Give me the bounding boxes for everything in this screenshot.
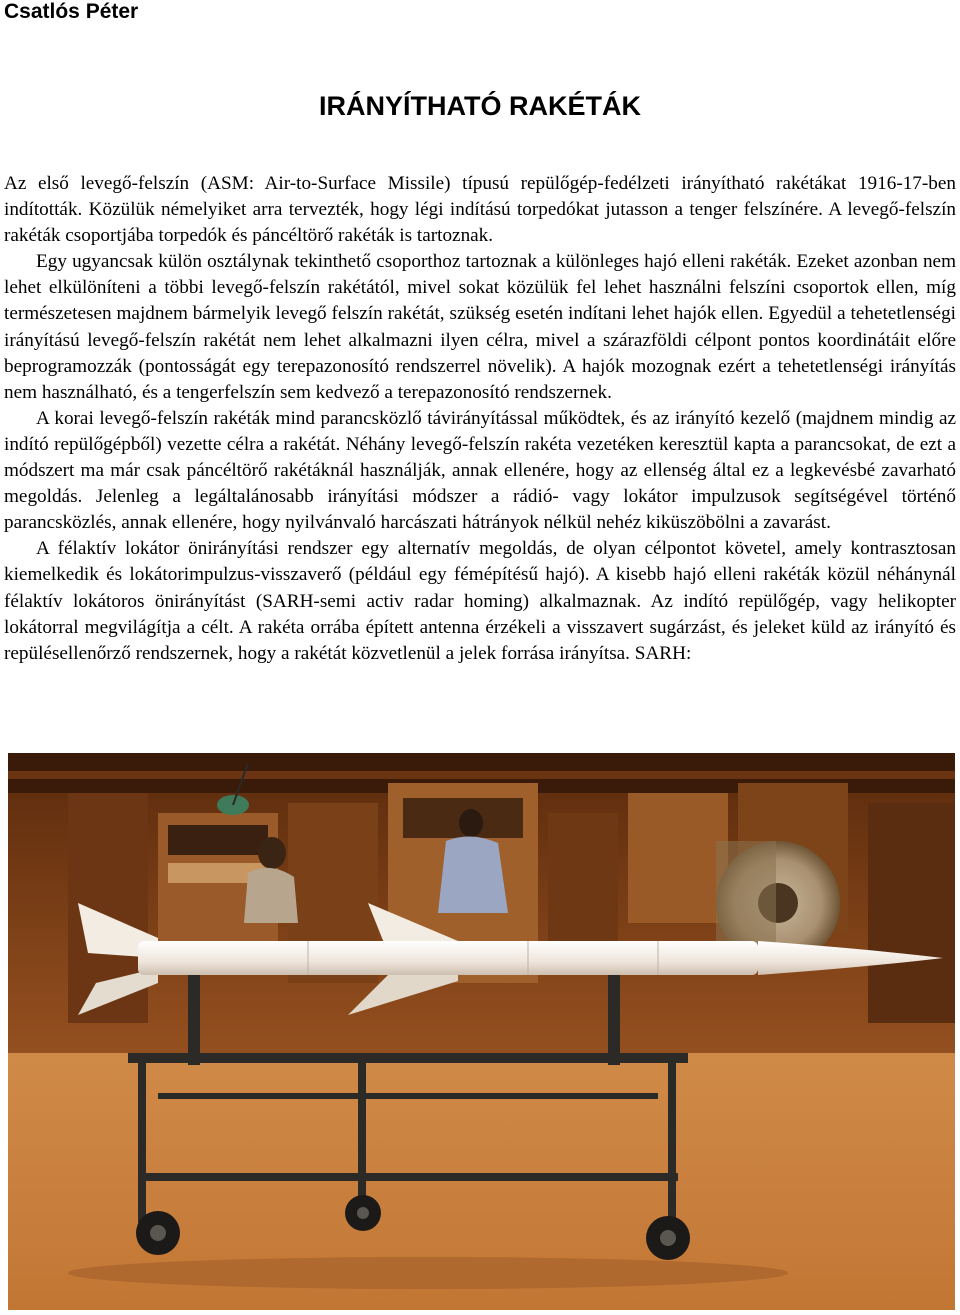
- body-text: [4, 171, 956, 667]
- page-title: IRÁNYÍTHATÓ RAKÉTÁK: [319, 91, 641, 121]
- paragraph-3: A korai levegő-felszín rakéták mind parancsközlő távirányítással működtek, és az irányító kezelő (majdnem mindig az indító repülőgépből) vezette célra a rakétát. Néhány levegő-felszín rakéta vezetéken keresztül kapta a parancsokat, de ezt a módszert ma már csak páncéltörő rakétáknál használják, annak ellenére, hogy az ellenség által ez a legkevésbé zavarható megoldás. Jelenleg a legáltalánosabb irányítási módszer a rádió- vagy lokátor impulzusok segítségével történő parancsközlés, annak ellenére, hogy nyilvánvaló harcászati hátrányok nélkül nehéz kiküszöbölni a zavarást.: [4, 407, 956, 534]
- missile-photo: [8, 753, 955, 1310]
- author-name: Csatlós Péter: [4, 0, 139, 23]
- paragraph-4: A félaktív lokátor önirányítási rendszer egy alternatív megoldás, de olyan célpontot követel, amely kontrasztosan kiemelkedik és lokátorimpulzus-visszaverő (például egy fémépítésű hajó). A kisebb hajó elleni rakéták közül néhánynál félaktív lokátoros önirányítást (SARH-semi activ radar homing) alkalmaznak. Az indító repülőgép, vagy helikopter lokátorral megvilágítja a célt. A rakéta orrába épített antenna érzékeli a visszavert sugárzást, és jeleket küld az irányító és repülésellenőrző rendszernek, hogy a rakétát közvetlenül a jelek forrása irányítsa. SARH:: [4, 538, 956, 664]
- paragraph-2: Egy ugyancsak külön osztálynak tekinthető csoporthoz tartoznak a különleges hajó elleni rakéták. Ezeket azonban nem lehet elkülöníteni a többi levegő-felszín rakétától, mivel sokat közülük fel lehet használni felszíni csoportok ellen, míg természetesen majdnem bármelyik levegő felszín rakétát, szükség esetén indítani lehet hajók ellen. Egyedül a tehetetlenségi irányítású levegő-felszín rakétát nem lehet alkalmazni ilyen célra, mivel a szárazföldi célpont pontos koordinátáit előre beprogramozzák (pontosságát egy terepazonosító rendszerrel növelik). A hajók mozognak ezért a tehetetlenségi irányítás nem használható, és a tengerfelszín sem kedvező a terepazonosító rendszernek.: [4, 251, 956, 403]
- paragraph-1: Az első levegő-felszín (ASM: Air-to-Surface Missile) típusú repülőgép-fedélzeti irányítható rakétákat 1916-17-ben indították. Közülük némelyiket arra tervezték, hogy légi indítású torpedókat jutasson a tenger felszínére. A levegő-felszín rakéták csoportjába torpedók és páncéltörő rakéták is tartoznak.: [4, 173, 956, 247]
